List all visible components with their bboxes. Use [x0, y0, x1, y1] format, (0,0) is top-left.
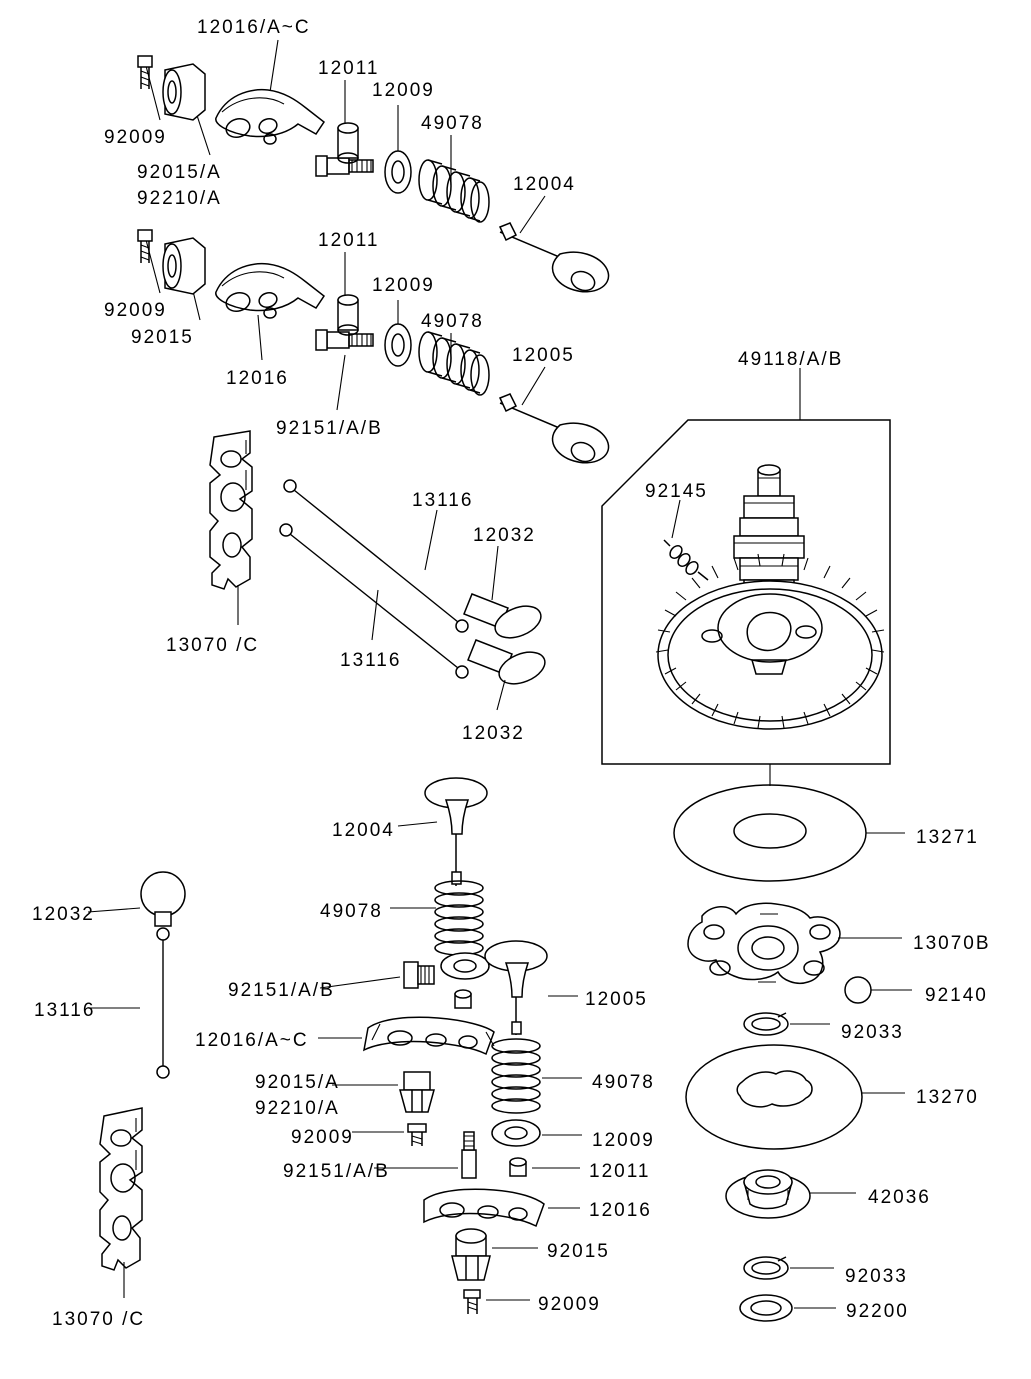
part-92033-circlip-1 — [744, 1013, 788, 1035]
part-92140-ball — [845, 977, 871, 1003]
part-92015-pivot-1 — [163, 64, 205, 120]
part-label-92151-A-B-top: 92151/A/B — [276, 418, 383, 439]
part-12009-seal-1 — [385, 151, 411, 193]
part-label-92009-top2: 92009 — [104, 300, 167, 321]
part-92015-nut-lower-1 — [400, 1072, 434, 1112]
part-label-12011-lower: 12011 — [589, 1161, 651, 1182]
part-12016-rocker-lower-1 — [364, 1017, 494, 1054]
part-12032-tappet-upper-2 — [468, 640, 549, 690]
part-label-12011-top1: 12011 — [318, 58, 380, 79]
part-12005-valve-top — [500, 394, 609, 465]
part-label-92009-top1: 92009 — [104, 127, 167, 148]
part-label-92009-bottom: 92009 — [538, 1294, 601, 1315]
part-label-13116-upper1: 13116 — [412, 490, 474, 511]
part-label-13070B: 13070B — [913, 933, 991, 954]
part-92151-adjuster-1 — [316, 156, 373, 176]
part-12005-valve-lower — [485, 941, 547, 1035]
part-92009-screw-1 — [138, 56, 152, 89]
part-label-92145: 92145 — [645, 481, 708, 502]
part-13070B-flange — [688, 903, 840, 983]
part-label-42036: 42036 — [868, 1187, 931, 1208]
part-label-92033-lower: 92033 — [845, 1266, 908, 1287]
part-label-92140: 92140 — [925, 985, 988, 1006]
part-12032-tappet-upper-1 — [464, 594, 545, 644]
part-13270-disc — [686, 1045, 862, 1149]
part-92151-adjuster-2 — [316, 330, 373, 350]
part-12011-cap-2 — [338, 295, 358, 335]
part-12004-valve-top — [500, 223, 609, 294]
part-13271-plate — [674, 785, 866, 881]
part-label-92015-A: 92015/A — [137, 162, 222, 183]
part-12009-retainer-lower-2 — [492, 1120, 540, 1146]
part-label-92015-A-lower: 92015/A — [255, 1072, 340, 1093]
part-label-49078-top2: 49078 — [421, 311, 484, 332]
part-label-12016-A-C-lower: 12016/A~C — [195, 1030, 309, 1051]
part-12009-seal-2 — [385, 324, 411, 366]
part-label-12004-top: 12004 — [513, 174, 576, 195]
part-12004-valve-lower — [425, 778, 487, 886]
part-label-12016-A-C-top: 12016/A~C — [197, 17, 311, 38]
part-13070-head-upper — [210, 431, 252, 589]
part-label-13070-C-upper: 13070 /C — [166, 635, 260, 656]
part-92009-screw-bottom — [464, 1290, 480, 1314]
part-label-92200: 92200 — [846, 1301, 909, 1322]
part-12032-tappet-lower — [141, 872, 185, 926]
part-49078-spring-1 — [419, 160, 489, 222]
part-label-13116-upper2: 13116 — [340, 650, 402, 671]
part-13070-head-lower — [100, 1108, 142, 1270]
part-12011-cap-lower-1 — [455, 990, 471, 1008]
part-label-49078-lower1: 49078 — [320, 901, 383, 922]
part-12011-cap-lower-2 — [510, 1158, 526, 1176]
part-label-12004-lower: 12004 — [332, 820, 395, 841]
part-label-12005-lower: 12005 — [585, 989, 648, 1010]
part-label-12009-lower: 12009 — [592, 1130, 655, 1151]
part-92033-circlip-2 — [744, 1257, 788, 1279]
part-92151-adjuster-lower-1 — [404, 962, 434, 988]
part-label-13270: 13270 — [916, 1087, 979, 1108]
part-label-92210-A: 92210/A — [137, 188, 222, 209]
part-92200-washer — [740, 1295, 792, 1321]
part-label-49118-A-B: 49118/A/B — [738, 349, 844, 370]
part-92151-adjuster-lower-2 — [462, 1132, 476, 1178]
part-label-12005-top: 12005 — [512, 345, 575, 366]
part-label-92015-bottom: 92015 — [547, 1241, 610, 1262]
part-label-92015-top2: 92015 — [131, 327, 194, 348]
part-label-12032-upper1: 12032 — [473, 525, 536, 546]
part-label-49078-lower2: 49078 — [592, 1072, 655, 1093]
part-label-92151-A-B-lower1: 92151/A/B — [228, 980, 335, 1001]
part-label-12016-top2: 12016 — [226, 368, 289, 389]
part-label-49078-top1: 49078 — [421, 113, 484, 134]
part-label-12011-top2: 12011 — [318, 230, 380, 251]
part-label-12032-upper2: 12032 — [462, 723, 525, 744]
part-49078-spring-lower-1 — [435, 881, 483, 955]
part-label-12016-lower: 12016 — [589, 1200, 652, 1221]
part-label-13070-C-lower: 13070 /C — [52, 1309, 146, 1330]
part-12016-rocker-1 — [216, 90, 324, 144]
part-92015-nut-bottom — [452, 1229, 490, 1280]
part-12009-retainer-lower-1 — [441, 953, 489, 979]
part-42036-hub — [726, 1170, 810, 1218]
part-label-92151-A-B-lower2: 92151/A/B — [283, 1161, 390, 1182]
part-label-92210-A-lower: 92210/A — [255, 1098, 340, 1119]
part-49078-spring-2 — [419, 332, 489, 395]
part-92015-pivot-2 — [163, 238, 205, 294]
part-92009-screw-2 — [138, 230, 152, 263]
part-49078-spring-lower-2 — [492, 1039, 540, 1113]
part-12011-cap-1 — [338, 123, 358, 163]
part-label-13271: 13271 — [916, 827, 979, 848]
part-label-12009-top1: 12009 — [372, 80, 435, 101]
part-label-92009-lower1: 92009 — [291, 1127, 354, 1148]
part-12016-rocker-2 — [216, 264, 324, 318]
part-label-13116-lower: 13116 — [34, 1000, 96, 1021]
part-label-12032-lower: 12032 — [32, 904, 95, 925]
part-label-92033-upper: 92033 — [841, 1022, 904, 1043]
part-13116-pushrod-lower — [157, 928, 169, 1078]
part-label-12009-top2: 12009 — [372, 275, 435, 296]
part-92009-screw-lower-1 — [408, 1124, 426, 1146]
part-12016-rocker-lower-2 — [424, 1189, 544, 1226]
